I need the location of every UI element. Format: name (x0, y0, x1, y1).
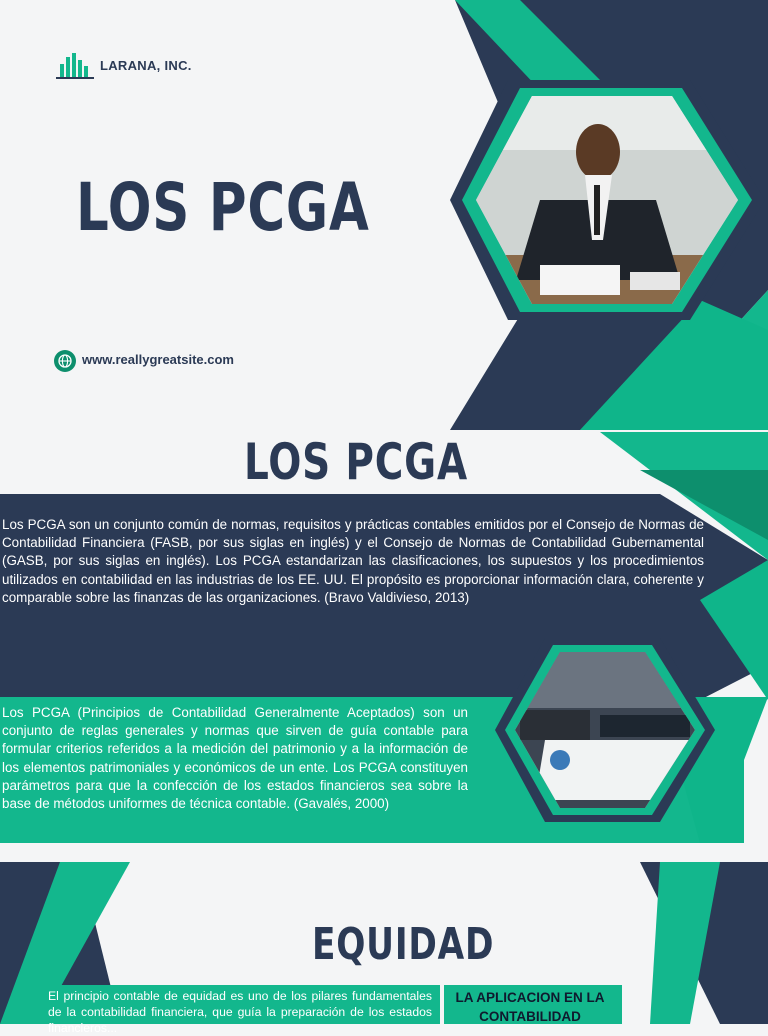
section3-side-title: LA APLICACION EN LA CONTABILIDAD (455, 990, 605, 1024)
website-link[interactable]: www.reallygreatsite.com (82, 352, 234, 367)
brand-name: LARANA, INC. (100, 58, 192, 73)
section2-paragraph: Los PCGA (Principios de Contabilidad Generalmente Aceptados) son un conjunto de reglas generales y normas que sirven de guía contable para formular criterios referidos a la medición del patrimonio y a la información de los elementos patrimoniales y económicos de un ente. Los PCGA constituyen parámetros para que la confección de los estados financieros sea sobre la base de métodos uniformes de técnica contable. (Gavalés, 2000) (2, 705, 468, 812)
hero-title: LOS PCGA (76, 169, 370, 246)
section1-paragraph: Los PCGA son un conjunto común de normas, requisitos y prácticas contables emitidos por el Consejo de Normas de Contabilidad Financiera (FASB, por sus siglas en inglés) y el Consejo de Normas de Contabilidad Gubernamental (GASB, por sus siglas en inglés). Los PCGA estandarizan las clasificaciones, los supuestos y los procedimientos utilizados en contabilidad en las industrias de los EE. UU. El propósito es proporcionar información clara, coherente y comparable sobre las finanzas de las organizaciones. (Bravo Valdivieso, 2013) (2, 517, 704, 605)
section3-paragraph: El principio contable de equidad es uno de los pilares fundamentales de la contabilidad financiera, que guía la preparación de los estados financieros... (48, 989, 432, 1035)
globe-icon (54, 350, 76, 372)
section1-title: LOS PCGA (244, 433, 468, 491)
section3-title: EQUIDAD (312, 919, 495, 970)
building-bars-icon (54, 52, 96, 80)
